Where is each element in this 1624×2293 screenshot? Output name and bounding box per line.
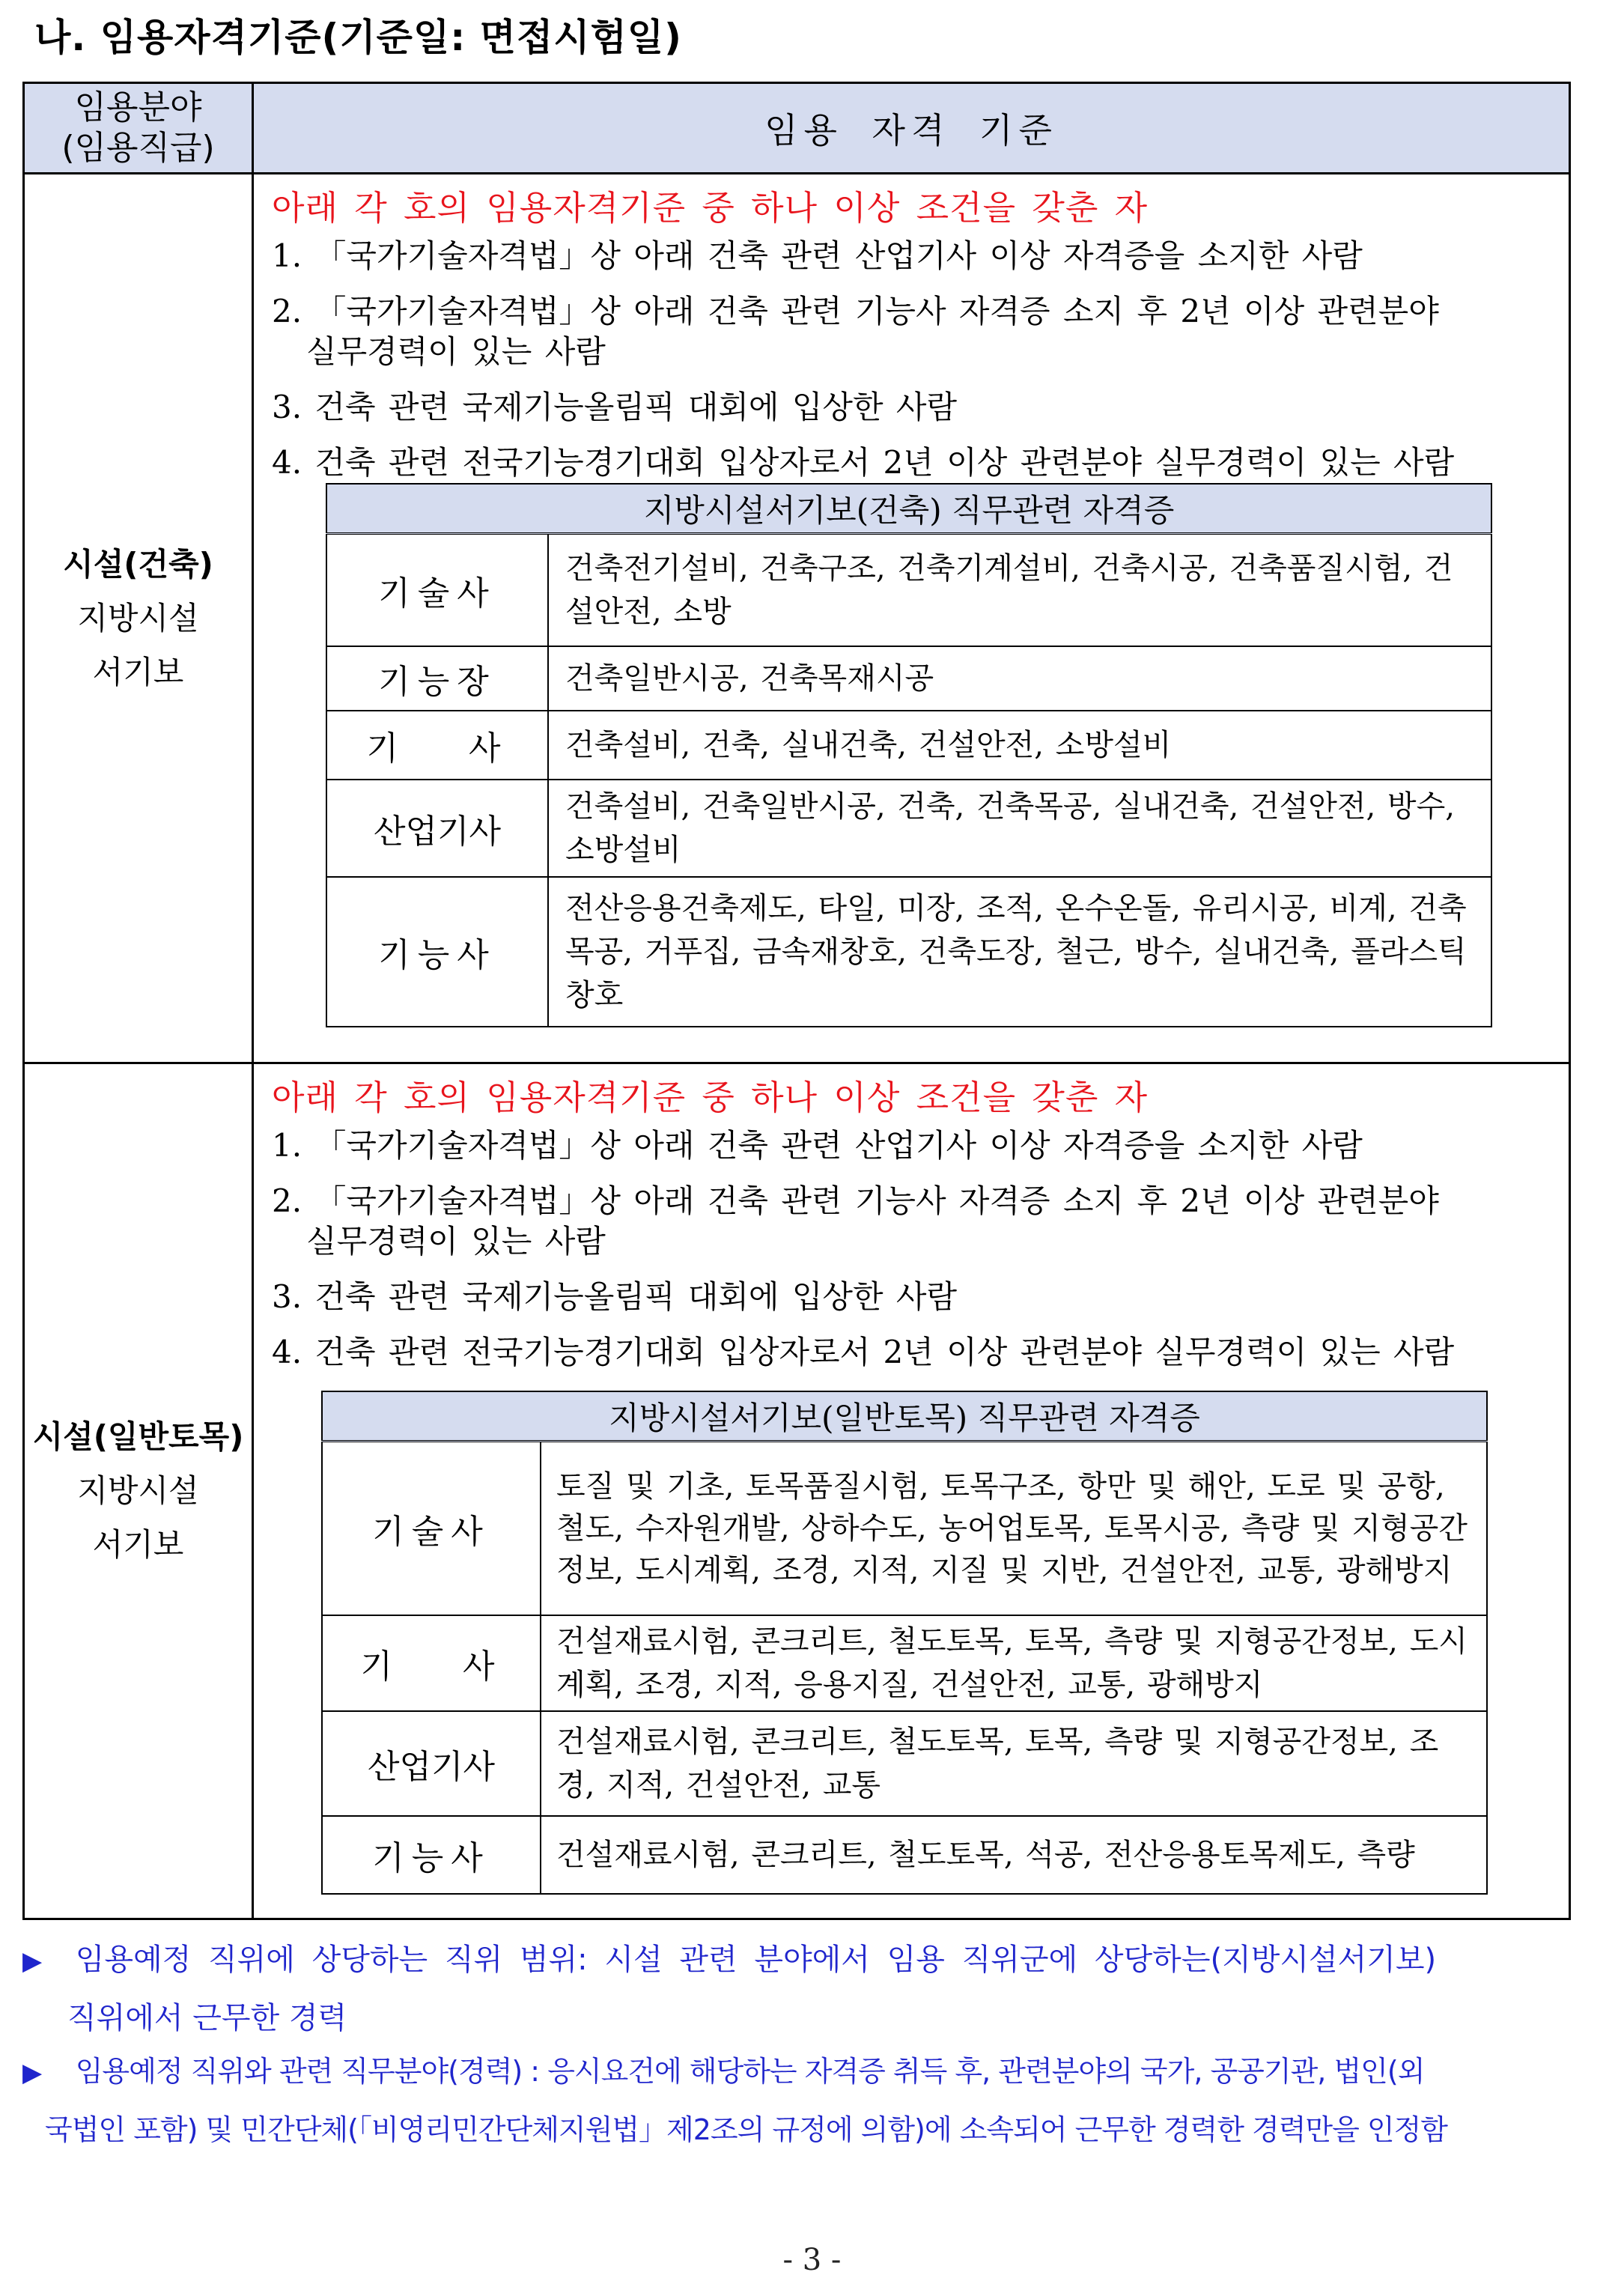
cert-row <box>322 1615 1487 1711</box>
cert-value: 건설재료시험, 콘크리트, 철도토목, 토목, 측량 및 지형공간정보, 조경, 지적, 건설안전, 교통 <box>541 1711 1487 1816</box>
criteria-item-4: 4. 건축 관련 전국기능경기대회 입상자로서 2년 이상 관련분야 실무경력이 있는 사람 <box>272 444 1455 481</box>
footnote-1-line1 <box>22 1936 1436 1978</box>
criteria-item-2-cont: 실무경력이 있는 사람 <box>306 333 606 370</box>
criteria-item-4: 4. 건축 관련 전국기능경기대회 입상자로서 2년 이상 관련분야 실무경력이 있는 사람 <box>272 1334 1455 1370</box>
cert-label: 기능장 <box>326 646 548 711</box>
criteria-item-1: 1. 「국가기술자격법」상 아래 건축 관련 산업기사 이상 자격증을 소지한 사람 <box>272 1127 1363 1164</box>
criteria-item-3: 3. 건축 관련 국제기능올림픽 대회에 입상한 사람 <box>272 1278 958 1315</box>
criteria-item-1: 1. 「국가기술자격법」상 아래 건축 관련 산업기사 이상 자격증을 소지한 사람 <box>272 237 1363 274</box>
criteria-item-3: 3. 건축 관련 국제기능올림픽 대회에 입상한 사람 <box>272 389 958 425</box>
cert-label: 기능사 <box>326 877 548 1027</box>
field-rank-line2: 서기보 <box>92 1526 184 1563</box>
triangle-bullet-icon: ▶ <box>22 1946 43 1976</box>
criteria-item-2-cont: 실무경력이 있는 사람 <box>306 1223 606 1260</box>
header-rank-label: (임용직급) <box>61 129 215 167</box>
cert-label: 기 사 <box>326 711 548 780</box>
cert-value: 건축설비, 건축, 실내건축, 건설안전, 소방설비 <box>548 711 1491 780</box>
cert-row <box>326 534 1491 646</box>
cert-row <box>322 1442 1487 1615</box>
criteria-item-2: 2. 「국가기술자격법」상 아래 건축 관련 기능사 자격증 소지 후 2년 이상 관련분야 <box>272 293 1439 329</box>
criteria-item-2: 2. 「국가기술자격법」상 아래 건축 관련 기능사 자격증 소지 후 2년 이상 관련분야 <box>272 1182 1439 1219</box>
cert-label: 기 사 <box>322 1615 541 1711</box>
cert-value: 건축일반시공, 건축목재시공 <box>548 646 1491 711</box>
triangle-bullet-icon: ▶ <box>22 2058 43 2088</box>
cert-table-architecture <box>326 483 1492 1027</box>
footnote-1-line2: 직위에서 근무한 경력 <box>67 2001 347 2035</box>
criteria-cell-civil <box>253 1063 1570 1919</box>
cert-value: 건축전기설비, 건축구조, 건축기계설비, 건축시공, 건축품질시험, 건설안전, 소방 <box>548 534 1491 646</box>
field-rank-line1: 지방시설 <box>77 1472 199 1509</box>
cert-table-title: 지방시설서기보(건축) 직무관련 자격증 <box>326 484 1491 534</box>
field-name: 시설(건축) <box>63 545 213 583</box>
cert-table-title: 지방시설서기보(일반토목) 직무관련 자격증 <box>322 1391 1487 1442</box>
footnote-2-line1 <box>22 2048 1424 2089</box>
field-cell-civil <box>24 1063 253 1919</box>
footnote-2-line2: 국법인 포함) 및 민간단체(「비영리민간단체지원법」제2조의 규정에 의함)에 소속되어 근무한 경력한 경력만을 인정함 <box>45 2113 1448 2146</box>
cert-value: 토질 및 기초, 토목품질시험, 토목구조, 항만 및 해안, 도로 및 공항, 철도, 수자원개발, 상하수도, 농어업토목, 토목시공, 측량 및 지형공간정보, 도시계획, 조경, 지적, 지질 및 지반, 건설안전, 교통, 광해방지 <box>541 1442 1487 1615</box>
table-row <box>24 174 1570 1063</box>
cert-row <box>322 1816 1487 1894</box>
header-field-cell <box>24 83 253 174</box>
cert-value: 건축설비, 건축일반시공, 건축, 건축목공, 실내건축, 건설안전, 방수, 소방설비 <box>548 780 1491 877</box>
cert-value: 건설재료시험, 콘크리트, 철도토목, 토목, 측량 및 지형공간정보, 도시계획, 조경, 지적, 응용지질, 건설안전, 교통, 광해방지 <box>541 1615 1487 1711</box>
footnote-2-text: 임용예정 직위와 관련 직무분야(경력) : 응시요건에 해당하는 자격증 취득 후, 관련분야의 국가, 공공기관, 법인(외 <box>75 2055 1425 2088</box>
header-criteria-cell <box>253 83 1570 174</box>
cert-row <box>326 877 1491 1027</box>
cert-label: 산업기사 <box>322 1711 541 1816</box>
field-rank-line1: 지방시설 <box>77 599 199 637</box>
criteria-heading: 아래 각 호의 임용자격기준 중 하나 이상 조건을 갖춘 자 <box>272 1078 1149 1117</box>
field-name: 시설(일반토목) <box>32 1418 244 1455</box>
header-field-label: 임용분야 <box>74 88 202 127</box>
cert-value: 건설재료시험, 콘크리트, 철도토목, 석공, 전산응용토목제도, 측량 <box>541 1816 1487 1894</box>
qualification-table <box>22 82 1571 1920</box>
table-header-row <box>24 83 1570 174</box>
cert-row <box>322 1711 1487 1816</box>
cert-row <box>326 780 1491 877</box>
cert-label: 기술사 <box>326 534 548 646</box>
field-cell-architecture <box>24 174 253 1063</box>
cert-label: 기능사 <box>322 1816 541 1894</box>
header-criteria-label: 임용 자격 기준 <box>764 110 1058 151</box>
page-number: - 3 - <box>782 2243 842 2277</box>
cert-row <box>326 646 1491 711</box>
criteria-heading: 아래 각 호의 임용자격기준 중 하나 이상 조건을 갖춘 자 <box>272 188 1149 228</box>
cert-table-civil <box>321 1391 1488 1895</box>
table-row <box>24 1063 1570 1919</box>
cert-row <box>326 711 1491 780</box>
criteria-cell-architecture <box>253 174 1570 1063</box>
cert-value: 전산응용건축제도, 타일, 미장, 조적, 온수온돌, 유리시공, 비계, 건축목공, 거푸집, 금속재창호, 건축도장, 철근, 방수, 실내건축, 플라스틱창호 <box>548 877 1491 1027</box>
footnote-1-text: 임용예정 직위에 상당하는 직위 범위: 시설 관련 분야에서 임용 직위군에 상당하는(지방시설서기보) <box>75 1943 1437 1977</box>
field-rank-line2: 서기보 <box>92 653 184 690</box>
cert-label: 기술사 <box>322 1442 541 1615</box>
page-title: 나. 임용자격기준(기준일: 면접시험일) <box>34 16 683 59</box>
cert-label: 산업기사 <box>326 780 548 877</box>
